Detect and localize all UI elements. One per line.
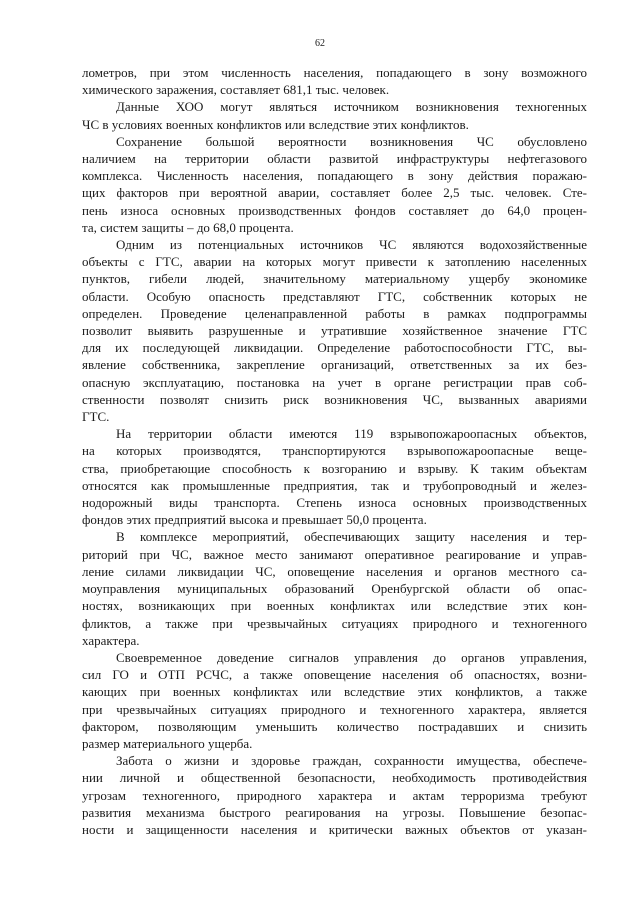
page-number: 62 — [315, 38, 325, 49]
text-line: наличием на территории области развитой инфраструктуры нефтегазового — [82, 151, 587, 167]
text-line: химического заражения, составляет 681,1 тыс. человек. — [82, 82, 390, 98]
text-line: ности и защищенности населения и критически важных объектов от указан- — [82, 821, 587, 837]
text-line: развития механизма быстрого реагирования на угрозы. Повышение безопас- — [82, 804, 587, 820]
text-line: пунктов, гибели людей, значительному материальному ущербу экономике — [82, 271, 587, 287]
text-line: ЧС в условиях военных конфликтов или вследствие этих конфликтов. — [82, 116, 469, 132]
text-line: нодорожный виды транспорта. Степень износа основных производственных — [82, 495, 587, 511]
text-line: фондов этих предприятий высока и превышает 50,0 процента. — [82, 512, 427, 528]
text-line: сил ГО и ОТП РСЧС, а также оповещение населения об опасностях, возни- — [82, 667, 587, 683]
text-line: ностях, возникающих при военных конфликтах или вследствие этих кон- — [82, 598, 587, 614]
text-line: области. Особую опасность представляют ГТС, собственник которых не — [82, 288, 587, 304]
text-line: В комплексе мероприятий, обеспечивающих защиту населения и тер- — [116, 529, 587, 545]
text-line: фликтов, а также при чрезвычайных ситуациях природного и техногенного — [82, 615, 587, 631]
paragraph — [82, 64, 587, 98]
paragraph — [82, 133, 587, 236]
text-line: кающих при военных конфликтах или вследствие этих конфликтов, а также — [82, 684, 587, 700]
paragraph — [82, 236, 587, 425]
text-line: опасную эксплуатацию, постановка на учет в органе регистрации прав соб- — [82, 374, 587, 390]
text-line: нии личной и общественной безопасности, необходимость противодействия — [82, 770, 587, 786]
text-line: Своевременное доведение сигналов управления до органов управления, — [116, 649, 587, 665]
text-line: ление силами ликвидации ЧС, оповещение населения и органов местного са- — [82, 563, 587, 579]
text-line: при чрезвычайных ситуациях природного и техногенного характера, является — [82, 701, 587, 717]
text-line: На территории области имеются 119 взрывопожароопасных объектов, — [116, 426, 587, 442]
text-line: фактором, позволяющим уменьшить количество пострадавших и снизить — [82, 718, 587, 734]
text-line: ства, приобретающие способность к возгоранию и взрыву. К таким объектам — [82, 460, 587, 476]
text-line: ГТС. — [82, 409, 110, 425]
text-line: риторий при ЧС, важное место занимают оперативное реагирование и управ- — [82, 546, 587, 562]
text-line: Сохранение большой вероятности возникновения ЧС обусловлено — [116, 133, 587, 149]
text-line: Забота о жизни и здоровье граждан, сохранности имущества, обеспече- — [116, 753, 587, 769]
text-line: на которых производятся, транспортируются взрывопожароопасные веще- — [82, 443, 587, 459]
text-line: моуправления муниципальных образований Оренбургской области об опас- — [82, 581, 587, 597]
text-line: щих факторов при вероятной аварии, составляет более 2,5 тыс. человек. Сте- — [82, 185, 587, 201]
paragraph — [82, 528, 587, 648]
text-line: та, систем защиты – до 68,0 процента. — [82, 219, 294, 235]
text-line: пень износа основных производственных фондов составляет до 64,0 процен- — [82, 202, 587, 218]
paragraph — [82, 425, 587, 528]
text-line: характера. — [82, 632, 140, 648]
text-line: ственности позволят снизить риск возникновения ЧС, вызванных авариями — [82, 391, 587, 407]
document-body — [82, 64, 587, 838]
paragraph — [82, 752, 587, 838]
text-line: для их последующей ликвидации. Определение работоспособности ГТС, вы- — [82, 340, 587, 356]
text-line: комплекса. Численность населения, попадающего в зону действия поражаю- — [82, 168, 587, 184]
paragraph — [82, 98, 587, 132]
text-line: угрозам техногенного, природного характера и актам терроризма требуют — [82, 787, 587, 803]
text-line: позволит выявить разрушенные и утратившие хозяйственное значение ГТС — [82, 323, 587, 339]
paragraph — [82, 649, 587, 752]
text-line: Данные ХОО могут являться источником возникновения техногенных — [116, 99, 587, 115]
text-line: определен. Проведение целенаправленной работы в рамках подпрограммы — [82, 305, 587, 321]
text-line: Одним из потенциальных источников ЧС являются водохозяйственные — [116, 237, 587, 253]
text-line: явление собственника, закрепление организаций, ответственных за их без- — [82, 357, 587, 373]
text-line: относятся как промышленные предприятия, так и трубопроводный и желез- — [82, 477, 587, 493]
text-line: размер материального ущерба. — [82, 735, 253, 751]
text-line: лометров, при этом численность населения, попадающего в зону возможного — [82, 65, 587, 80]
text-line: объекты с ГТС, аварии на которых могут привести к затоплению населенных — [82, 254, 587, 270]
